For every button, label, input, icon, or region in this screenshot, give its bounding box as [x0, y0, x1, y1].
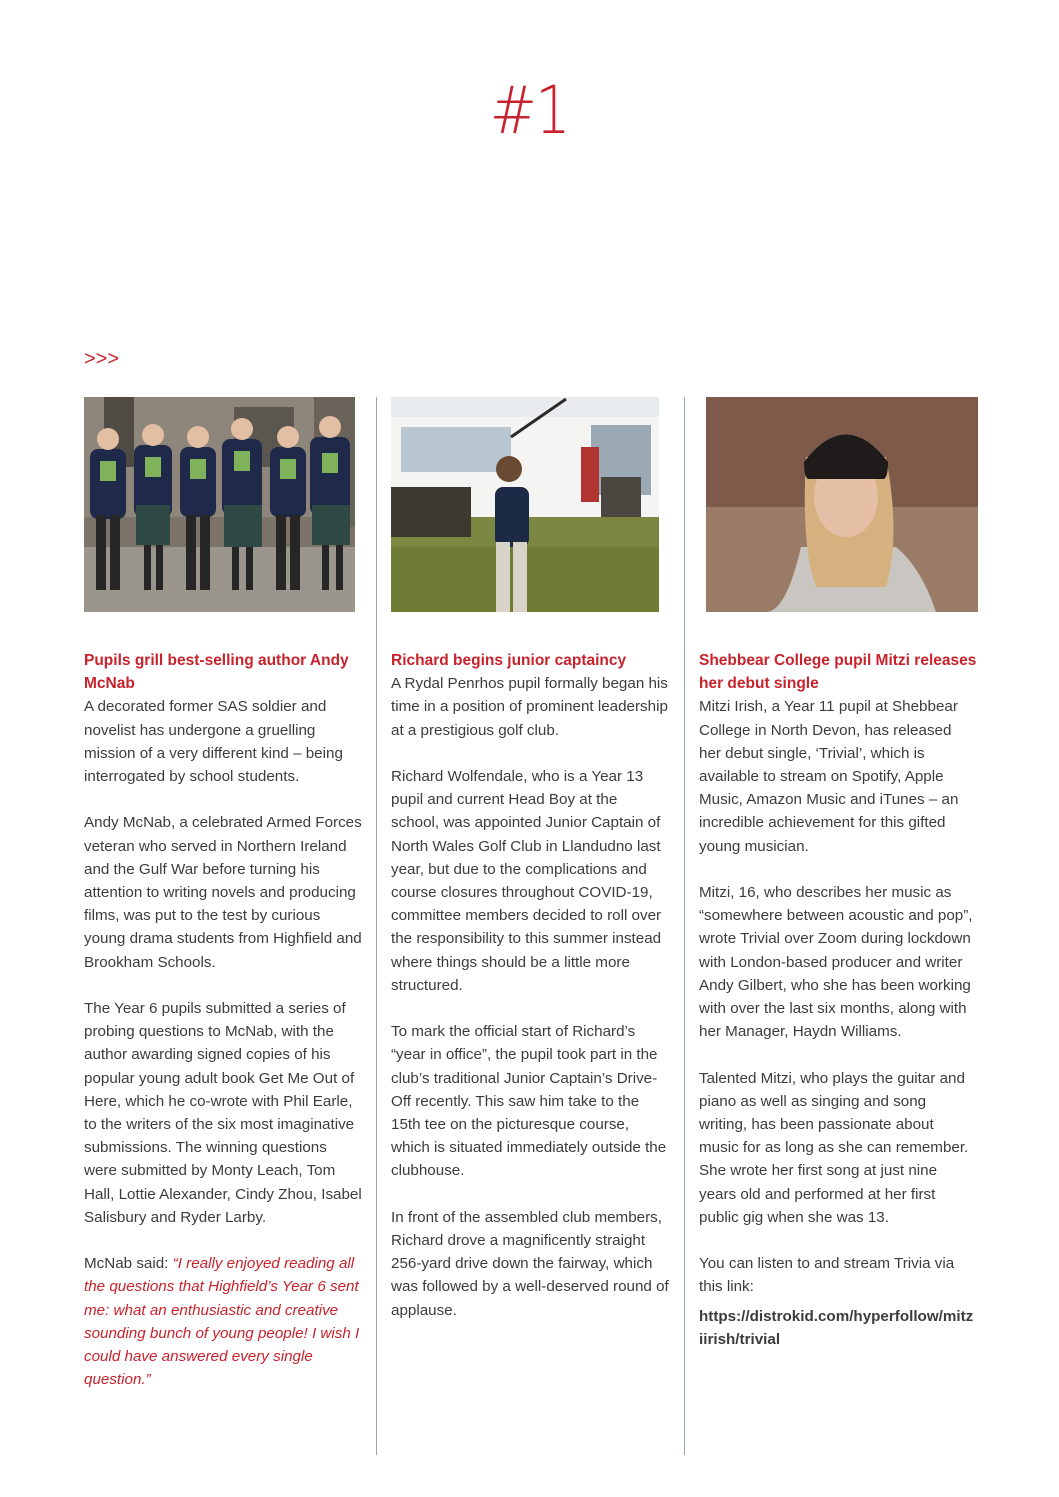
article-paragraph: A Rydal Penrhos pupil formally began his time in a position of prominent leadership at a prestigious golf club.	[391, 675, 668, 739]
pupils-photo	[84, 397, 355, 612]
article-paragraph: Andy McNab, a celebrated Armed Forces veteran who served in Northern Ireland and the Gulf War before turning his attention to writing novels and producing films, was put to the test by curious young drama students from Highfield and Brookham Schools.	[84, 814, 362, 971]
column-divider-2	[684, 397, 685, 1455]
article-paragraph: In front of the assembled club members, Richard drove a magnificently straight 256-yard drive down the fairway, which was followed by a well-deserved round of applause.	[391, 1208, 669, 1319]
article-paragraph: Mitzi Irish, a Year 11 pupil at Shebbear College in North Devon, has released her debut single, ‘Trivial’, which is available to stream on Spotify, Apple Music, Amazon Music and iTunes – an incredible achievement for this gifted young musician.	[699, 698, 959, 855]
article-headline: Shebbear College pupil Mitzi releases her debut single	[699, 652, 977, 693]
article-andy-mcnab	[84, 397, 362, 1415]
article-paragraph: The Year 6 pupils submitted a series of probing questions to McNab, with the author awarding signed copies of his popular young adult book Get Me Out of Here, which he co-wrote with Phil Earle, to the writers of the six most imaginative submissions. The winning questions were submitted by Monty Leach, Tom Hall, Lottie Alexander, Cindy Zhou, Isabel Salisbury and Ryder Larby.	[84, 1000, 362, 1226]
golfer-photo	[391, 397, 659, 612]
article-headline: Pupils grill best-selling author Andy McNab	[84, 652, 349, 693]
article-mitzi-single	[699, 397, 977, 1374]
article-paragraph: A decorated former SAS soldier and novelist has undergone a gruelling mission of a very different kind – being interrogated by school students.	[84, 698, 343, 786]
mitzi-portrait-photo	[706, 397, 978, 612]
article-headline: Richard begins junior captaincy	[391, 652, 627, 669]
pull-quote: “I really enjoyed reading all the questions that Highfield’s Year 6 sent me: what an enthusiastic and creative sounding bunch of young people! I wish I could have answered every single question.”	[84, 1255, 360, 1389]
column-divider-1	[376, 397, 377, 1455]
page-number: #1	[489, 72, 570, 149]
article-richard-captaincy	[391, 397, 669, 1345]
article-paragraph: Mitzi, 16, who describes her music as “somewhere between acoustic and pop”, wrote Trivial over Zoom during lockdown with London-based producer and writer Andy Gilbert, who she has been working with over the last six months, along with her Manager, Haydn Williams.	[699, 884, 973, 1041]
article-quote-paragraph	[84, 1252, 362, 1391]
article-paragraph: To mark the official start of Richard’s “year in office”, the pupil took part in the club’s traditional Junior Captain’s Drive-Off recently. This saw him take to the 15th tee on the picturesque course, which is situated immediately outside the clubhouse.	[391, 1023, 667, 1180]
section-chevrons: >>>	[84, 348, 120, 370]
article-paragraph: Talented Mitzi, who plays the guitar and piano as well as singing and song writing, has been passionate about music for as long as she can remember. She wrote her first song at just nine years old and performed at her first public gig when she was 13.	[699, 1069, 969, 1226]
quote-intro: McNab said:	[84, 1255, 173, 1273]
article-paragraph: You can listen to and stream Trivia via this link:	[699, 1255, 955, 1296]
stream-link[interactable]: https://distrokid.com/hyperfollow/mitziirish/trivial	[699, 1307, 974, 1348]
article-paragraph: Richard Wolfendale, who is a Year 13 pupil and current Head Boy at the school, was appointed Junior Captain of North Wales Golf Club in Llandudno last year, but due to the complications and course closures throughout COVID-19, committee members decided to roll over the responsibility to this summer instead where things should be a little more structured.	[391, 768, 662, 994]
